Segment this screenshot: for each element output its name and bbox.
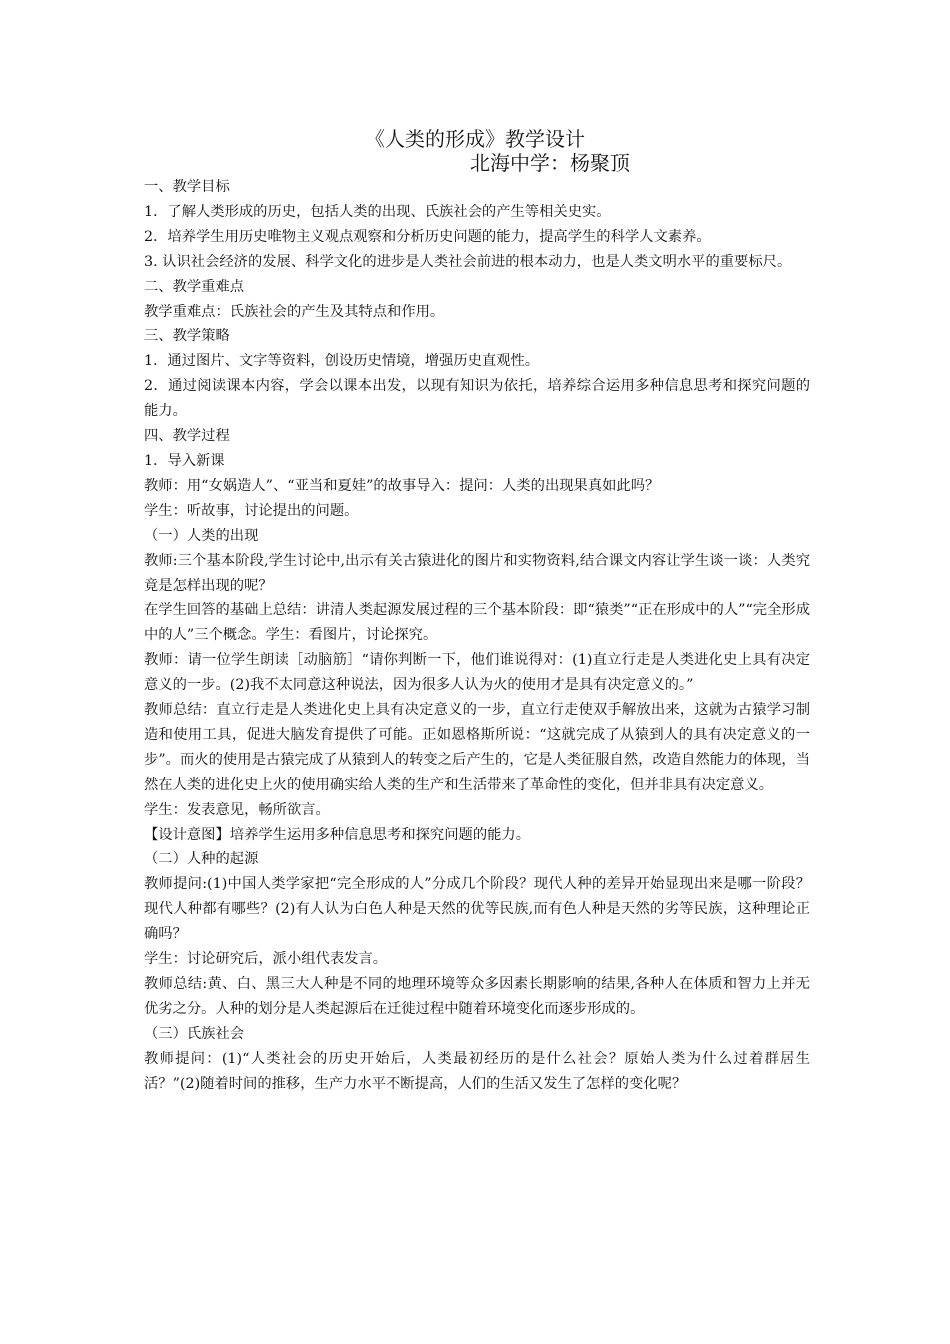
paragraph: 学生：讨论研究后，派小组代表发言。 (144, 951, 388, 968)
paragraph: 教师总结:黄、白、黑三大人种是不同的地理环境等众多因素长期影响的结果,各种人在体质和智力上并无优劣之分。人种的划分是人类起源后在迁徙过程中随着环境变化而逐步形成的。 (144, 976, 810, 1017)
paragraph: 教师:三个基本阶段,学生讨论中,出示有关古猿进化的图片和实物资料,结合课文内容让学生谈一谈：人类究竟是怎样出现的呢？ (144, 552, 810, 594)
paragraph: 教师提问：(1)“人类社会的历史开始后，人类最初经历的是什么社会？原始人类为什么过着群居生活？”(2)随着时间的推移，生产力水平不断提高，人们的生活又发生了怎样的变化呢？ (144, 1050, 810, 1092)
paragraph: 【设计意图】培养学生运用多种信息思考和探究问题的能力。 (144, 826, 531, 843)
subsection-heading: （一）人类的出现 (144, 527, 259, 544)
subsection-heading: （三）氏族社会 (144, 1025, 245, 1042)
document-title: 《人类的形成》教学设计 (365, 127, 585, 151)
paragraph: 在学生回答的基础上总结：讲清人类起源发展过程的三个基本阶段：即“猿类”“正在形成中的人”“完全形成中的人”三个概念。学生：看图片，讨论探究。 (144, 602, 810, 644)
paragraph: 教学重难点：氏族社会的产生及其特点和作用。 (144, 303, 445, 320)
paragraph: 教师：请一位学生朗读［动脑筋］“请你判断一下，他们谁说得对：(1)直立行走是人类进化史上具有决定意义的一步。(2)我不太同意这种说法，因为很多人认为火的使用才是具有决定意义的。” (144, 652, 810, 694)
paragraph: 学生：听故事，讨论提出的问题。 (144, 502, 359, 519)
section-heading: 二、教学重难点 (144, 278, 245, 295)
document-author: 北海中学：杨聚顶 (470, 151, 630, 175)
section-heading: 三、教学策略 (144, 328, 230, 345)
paragraph: 教师提问:(1)中国人类学家把“完全形成的人”分成几个阶段？现代人种的差异开始显现出来是哪一阶段？现代人种都有哪些？(2)有人认为白色人种是天然的优等民族,而有色人种是天然的劣等民族，这种理论正确吗？ (144, 876, 810, 943)
subsection-heading: （二）人种的起源 (144, 851, 259, 868)
paragraph: 2．通过阅读课本内容，学会以课本出发，以现有知识为依托，培养综合运用多种信息思考和探究问题的能力。 (144, 378, 810, 420)
paragraph: 学生：发表意见，畅所欲言。 (144, 801, 330, 818)
section-heading: 一、教学目标 (144, 179, 230, 195)
paragraph: 3. 认识社会经济的发展、科学文化的进步是人类社会前进的根本动力，也是人类文明水平的重要标尺。 (144, 253, 792, 270)
paragraph: 1．了解人类形成的历史，包括人类的出现、氏族社会的产生等相关史实。 (144, 203, 611, 220)
paragraph: 教师：用“女娲造人”、“亚当和夏娃”的故事导入：提问：人类的出现果真如此吗？ (144, 477, 660, 494)
paragraph: 2．培养学生用历史唯物主义观点观察和分析历史问题的能力，提高学生的科学人文素养。 (144, 228, 711, 245)
document-body (144, 175, 810, 1097)
paragraph: 1．通过图片、文字等资料，创设历史情境，增强历史直观性。 (144, 353, 540, 370)
section-heading: 四、教学过程 (144, 428, 230, 445)
paragraph: 教师总结：直立行走是人类进化史上具有决定意义的一步，直立行走使双手解放出来，这就为古猿学习制造和使用工具，促进大脑发育提供了可能。正如恩格斯所说：“这就完成了从猿到人的具有决定意义的一步”。而火的使用是古猿完成了从猿到人的转变之后产生的，它是人类征服自然，改造自然能力的体现，当然在人类的进化史上火的使用确实给人类的生产和生活带来了革命性的变化，但并非具有决定意义。 (144, 702, 810, 793)
subsection-heading: 1．导入新课 (144, 452, 225, 469)
